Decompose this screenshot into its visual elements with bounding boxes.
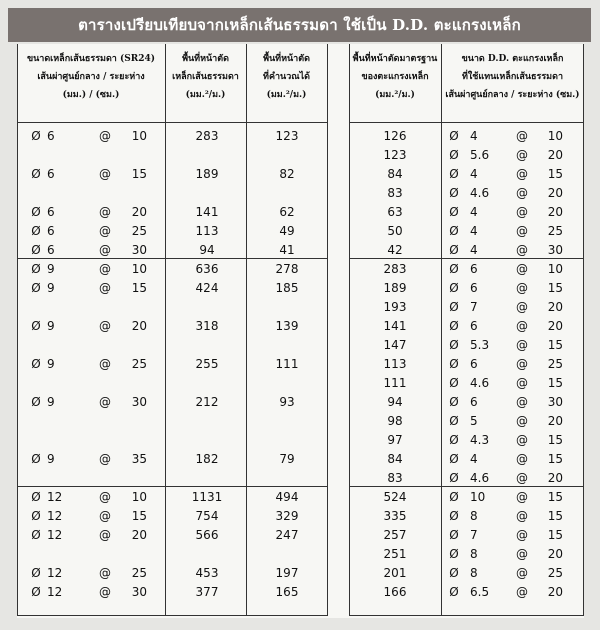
at-symbol: @ xyxy=(516,243,528,257)
standard-mesh-area: 126 xyxy=(383,129,407,143)
bar-diameter: 6 xyxy=(47,167,55,181)
grid-line-horizontal xyxy=(17,486,327,487)
diameter-symbol: Ø xyxy=(31,395,41,409)
mesh-diameter: 4 xyxy=(470,129,478,143)
grid-line-horizontal xyxy=(17,122,327,123)
standard-mesh-area: 83 xyxy=(387,471,403,485)
mesh-spacing: 15 xyxy=(547,528,563,542)
at-symbol: @ xyxy=(99,357,111,371)
mesh-spacing: 15 xyxy=(547,452,563,466)
calculated-area: 111 xyxy=(275,357,299,371)
bar-diameter: 12 xyxy=(47,528,63,542)
header-col2 xyxy=(167,50,244,114)
mesh-diameter: 8 xyxy=(470,566,478,580)
diameter-symbol: Ø xyxy=(449,509,459,523)
at-symbol: @ xyxy=(516,509,528,523)
diameter-symbol: Ø xyxy=(31,205,41,219)
bar-spacing: 20 xyxy=(131,319,147,333)
standard-mesh-area: 257 xyxy=(383,528,407,542)
mesh-spacing: 15 xyxy=(547,376,563,390)
at-symbol: @ xyxy=(99,262,111,276)
standard-mesh-area: 97 xyxy=(387,433,403,447)
standard-mesh-area: 113 xyxy=(383,357,407,371)
mesh-diameter: 6 xyxy=(470,281,478,295)
at-symbol: @ xyxy=(516,300,528,314)
mesh-spacing: 20 xyxy=(547,319,563,333)
mesh-diameter: 10 xyxy=(470,490,486,504)
at-symbol: @ xyxy=(516,490,528,504)
bar-spacing: 20 xyxy=(131,205,147,219)
standard-mesh-area: 147 xyxy=(383,338,407,352)
mesh-diameter: 6 xyxy=(470,395,478,409)
mesh-diameter: 8 xyxy=(470,509,478,523)
header-line: ของตะแกรงเหล็ก xyxy=(361,72,429,82)
steel-area: 113 xyxy=(195,224,219,238)
header-line: (มม.²/ม.) xyxy=(266,90,307,100)
diameter-symbol: Ø xyxy=(449,357,459,371)
mesh-diameter: 4 xyxy=(470,224,478,238)
standard-mesh-area: 123 xyxy=(383,148,407,162)
at-symbol: @ xyxy=(516,262,528,276)
steel-area: 212 xyxy=(195,395,219,409)
diameter-symbol: Ø xyxy=(31,129,41,143)
standard-mesh-area: 251 xyxy=(383,547,407,561)
diameter-symbol: Ø xyxy=(449,186,459,200)
calculated-area: 123 xyxy=(275,129,299,143)
grid-line-horizontal xyxy=(17,615,327,616)
at-symbol: @ xyxy=(99,490,111,504)
bar-diameter: 6 xyxy=(47,243,55,257)
header-line: เส้นผ่าศูนย์กลาง / ระยะห่าง xyxy=(37,72,145,82)
mesh-spacing: 15 xyxy=(547,509,563,523)
mesh-spacing: 30 xyxy=(547,243,563,257)
bar-diameter: 12 xyxy=(47,566,63,580)
bar-diameter: 9 xyxy=(47,357,55,371)
at-symbol: @ xyxy=(516,319,528,333)
mesh-spacing: 20 xyxy=(547,148,563,162)
standard-mesh-area: 98 xyxy=(387,414,403,428)
standard-mesh-area: 193 xyxy=(383,300,407,314)
at-symbol: @ xyxy=(99,224,111,238)
mesh-diameter: 4 xyxy=(470,243,478,257)
grid-line-horizontal xyxy=(349,615,584,616)
grid-line-vertical xyxy=(441,44,442,616)
calculated-area: 139 xyxy=(275,319,299,333)
calculated-area: 494 xyxy=(275,490,299,504)
bar-diameter: 9 xyxy=(47,262,55,276)
diameter-symbol: Ø xyxy=(31,490,41,504)
mesh-diameter: 8 xyxy=(470,547,478,561)
header-col1 xyxy=(19,50,163,114)
calculated-area: 49 xyxy=(279,224,295,238)
grid-line-vertical xyxy=(246,44,247,616)
diameter-symbol: Ø xyxy=(449,224,459,238)
standard-mesh-area: 42 xyxy=(387,243,403,257)
page-title: ตารางเปรียบเทียบจากเหล็กเส้นธรรมดา ใช้เป็น D.D. ตะแกรงเหล็ก xyxy=(8,8,591,42)
standard-mesh-area: 166 xyxy=(383,585,407,599)
at-symbol: @ xyxy=(516,357,528,371)
mesh-spacing: 10 xyxy=(547,129,563,143)
mesh-spacing: 15 xyxy=(547,338,563,352)
standard-mesh-area: 63 xyxy=(387,205,403,219)
mesh-diameter: 4.6 xyxy=(470,186,490,200)
bar-diameter: 12 xyxy=(47,585,63,599)
diameter-symbol: Ø xyxy=(449,376,459,390)
mesh-spacing: 20 xyxy=(547,186,563,200)
at-symbol: @ xyxy=(516,376,528,390)
calculated-area: 93 xyxy=(279,395,295,409)
calculated-area: 247 xyxy=(275,528,299,542)
bar-spacing: 35 xyxy=(131,452,147,466)
grid-line-vertical xyxy=(327,44,328,616)
at-symbol: @ xyxy=(516,167,528,181)
calculated-area: 278 xyxy=(275,262,299,276)
mesh-spacing: 15 xyxy=(547,490,563,504)
at-symbol: @ xyxy=(516,547,528,561)
standard-mesh-area: 141 xyxy=(383,319,407,333)
steel-area: 141 xyxy=(195,205,219,219)
at-symbol: @ xyxy=(516,566,528,580)
mesh-diameter: 7 xyxy=(470,300,478,314)
at-symbol: @ xyxy=(99,129,111,143)
bar-diameter: 9 xyxy=(47,319,55,333)
mesh-diameter: 4.3 xyxy=(470,433,490,447)
steel-area: 94 xyxy=(199,243,215,257)
bar-spacing: 30 xyxy=(131,395,147,409)
header-line: พื้นที่หน้าตัด xyxy=(263,54,310,64)
steel-area: 566 xyxy=(195,528,219,542)
standard-mesh-area: 335 xyxy=(383,509,407,523)
mesh-spacing: 10 xyxy=(547,262,563,276)
at-symbol: @ xyxy=(516,585,528,599)
at-symbol: @ xyxy=(516,205,528,219)
at-symbol: @ xyxy=(516,395,528,409)
at-symbol: @ xyxy=(516,433,528,447)
mesh-diameter: 7 xyxy=(470,528,478,542)
diameter-symbol: Ø xyxy=(449,528,459,542)
mesh-diameter: 6 xyxy=(470,262,478,276)
header-line: ขนาด D.D. ตะแกรงเหล็ก xyxy=(461,54,564,64)
at-symbol: @ xyxy=(99,319,111,333)
mesh-spacing: 25 xyxy=(547,566,563,580)
bar-diameter: 6 xyxy=(47,129,55,143)
mesh-spacing: 15 xyxy=(547,281,563,295)
steel-area: 255 xyxy=(195,357,219,371)
comparison-table xyxy=(17,44,584,618)
diameter-symbol: Ø xyxy=(449,414,459,428)
mesh-spacing: 25 xyxy=(547,357,563,371)
diameter-symbol: Ø xyxy=(449,547,459,561)
header-line: เหล็กเส้นธรรมดา xyxy=(172,72,239,82)
mesh-diameter: 6.5 xyxy=(470,585,490,599)
mesh-diameter: 6 xyxy=(470,357,478,371)
diameter-symbol: Ø xyxy=(31,243,41,257)
grid-line-vertical xyxy=(583,44,584,616)
bar-diameter: 9 xyxy=(47,395,55,409)
at-symbol: @ xyxy=(516,224,528,238)
bar-spacing: 30 xyxy=(131,243,147,257)
at-symbol: @ xyxy=(516,148,528,162)
at-symbol: @ xyxy=(99,243,111,257)
diameter-symbol: Ø xyxy=(449,129,459,143)
diameter-symbol: Ø xyxy=(449,300,459,314)
bar-spacing: 10 xyxy=(131,490,147,504)
at-symbol: @ xyxy=(99,566,111,580)
mesh-spacing: 25 xyxy=(547,224,563,238)
at-symbol: @ xyxy=(99,281,111,295)
header-col5 xyxy=(443,50,582,114)
mesh-diameter: 5.6 xyxy=(470,148,490,162)
diameter-symbol: Ø xyxy=(449,395,459,409)
header-col4 xyxy=(351,50,439,114)
calculated-area: 62 xyxy=(279,205,295,219)
diameter-symbol: Ø xyxy=(31,452,41,466)
standard-mesh-area: 84 xyxy=(387,167,403,181)
calculated-area: 329 xyxy=(275,509,299,523)
header-line: พื้นที่หน้าตัดมาตรฐาน xyxy=(352,54,438,64)
at-symbol: @ xyxy=(516,186,528,200)
diameter-symbol: Ø xyxy=(31,319,41,333)
at-symbol: @ xyxy=(516,471,528,485)
bar-diameter: 6 xyxy=(47,205,55,219)
bar-spacing: 15 xyxy=(131,167,147,181)
at-symbol: @ xyxy=(99,167,111,181)
bar-spacing: 25 xyxy=(131,357,147,371)
header-line: เส้นผ่าศูนย์กลาง / ระยะห่าง (ซม.) xyxy=(445,90,580,100)
diameter-symbol: Ø xyxy=(449,490,459,504)
diameter-symbol: Ø xyxy=(449,205,459,219)
header-line: ที่คำนวณได้ xyxy=(263,72,310,82)
diameter-symbol: Ø xyxy=(449,585,459,599)
diameter-symbol: Ø xyxy=(449,452,459,466)
mesh-spacing: 30 xyxy=(547,395,563,409)
mesh-diameter: 4 xyxy=(470,167,478,181)
mesh-diameter: 6 xyxy=(470,319,478,333)
diameter-symbol: Ø xyxy=(449,281,459,295)
grid-line-vertical xyxy=(349,44,350,616)
diameter-symbol: Ø xyxy=(31,528,41,542)
steel-area: 182 xyxy=(195,452,219,466)
calculated-area: 185 xyxy=(275,281,299,295)
mesh-spacing: 15 xyxy=(547,167,563,181)
diameter-symbol: Ø xyxy=(449,433,459,447)
at-symbol: @ xyxy=(99,528,111,542)
standard-mesh-area: 83 xyxy=(387,186,403,200)
mesh-diameter: 4 xyxy=(470,205,478,219)
bar-spacing: 15 xyxy=(131,509,147,523)
steel-area: 1131 xyxy=(191,490,223,504)
bar-diameter: 9 xyxy=(47,452,55,466)
standard-mesh-area: 111 xyxy=(383,376,407,390)
steel-area: 424 xyxy=(195,281,219,295)
mesh-spacing: 20 xyxy=(547,585,563,599)
calculated-area: 197 xyxy=(275,566,299,580)
diameter-symbol: Ø xyxy=(31,281,41,295)
at-symbol: @ xyxy=(99,509,111,523)
calculated-area: 165 xyxy=(275,585,299,599)
diameter-symbol: Ø xyxy=(449,338,459,352)
mesh-spacing: 20 xyxy=(547,414,563,428)
mesh-spacing: 15 xyxy=(547,433,563,447)
standard-mesh-area: 84 xyxy=(387,452,403,466)
at-symbol: @ xyxy=(516,129,528,143)
header-line: พื้นที่หน้าตัด xyxy=(182,54,229,64)
at-symbol: @ xyxy=(516,452,528,466)
at-symbol: @ xyxy=(516,414,528,428)
header-line: (มม.) / (ซม.) xyxy=(62,90,120,100)
at-symbol: @ xyxy=(99,585,111,599)
diameter-symbol: Ø xyxy=(31,509,41,523)
diameter-symbol: Ø xyxy=(31,224,41,238)
mesh-diameter: 4.6 xyxy=(470,471,490,485)
standard-mesh-area: 94 xyxy=(387,395,403,409)
mesh-spacing: 20 xyxy=(547,300,563,314)
standard-mesh-area: 524 xyxy=(383,490,407,504)
bar-diameter: 12 xyxy=(47,490,63,504)
mesh-diameter: 5.3 xyxy=(470,338,490,352)
at-symbol: @ xyxy=(516,338,528,352)
at-symbol: @ xyxy=(516,281,528,295)
at-symbol: @ xyxy=(516,528,528,542)
bar-spacing: 20 xyxy=(131,528,147,542)
bar-diameter: 12 xyxy=(47,509,63,523)
diameter-symbol: Ø xyxy=(31,585,41,599)
bar-spacing: 10 xyxy=(131,262,147,276)
steel-area: 754 xyxy=(195,509,219,523)
bar-spacing: 25 xyxy=(131,224,147,238)
diameter-symbol: Ø xyxy=(449,566,459,580)
bar-spacing: 25 xyxy=(131,566,147,580)
diameter-symbol: Ø xyxy=(449,262,459,276)
grid-line-vertical xyxy=(165,44,166,616)
diameter-symbol: Ø xyxy=(449,243,459,257)
header-line: (มม.²/ม.) xyxy=(375,90,415,100)
standard-mesh-area: 189 xyxy=(383,281,407,295)
mesh-spacing: 20 xyxy=(547,547,563,561)
steel-area: 453 xyxy=(195,566,219,580)
steel-area: 318 xyxy=(195,319,219,333)
at-symbol: @ xyxy=(99,452,111,466)
diameter-symbol: Ø xyxy=(31,566,41,580)
bar-diameter: 9 xyxy=(47,281,55,295)
steel-area: 377 xyxy=(195,585,219,599)
calculated-area: 79 xyxy=(279,452,295,466)
header-line: (มม.²/ม.) xyxy=(185,90,226,100)
diameter-symbol: Ø xyxy=(31,167,41,181)
mesh-diameter: 4.6 xyxy=(470,376,490,390)
mesh-spacing: 20 xyxy=(547,205,563,219)
at-symbol: @ xyxy=(99,395,111,409)
bar-spacing: 30 xyxy=(131,585,147,599)
diameter-symbol: Ø xyxy=(449,148,459,162)
at-symbol: @ xyxy=(99,205,111,219)
grid-line-vertical xyxy=(17,44,18,616)
steel-area: 283 xyxy=(195,129,219,143)
grid-line-horizontal xyxy=(349,122,584,123)
bar-spacing: 10 xyxy=(131,129,147,143)
diameter-symbol: Ø xyxy=(31,357,41,371)
diameter-symbol: Ø xyxy=(449,319,459,333)
standard-mesh-area: 283 xyxy=(383,262,407,276)
mesh-diameter: 4 xyxy=(470,452,478,466)
steel-area: 636 xyxy=(195,262,219,276)
header-line: ที่ใช้แทนเหล็กเส้นธรรมดา xyxy=(461,72,563,82)
calculated-area: 82 xyxy=(279,167,295,181)
bar-diameter: 6 xyxy=(47,224,55,238)
mesh-spacing: 20 xyxy=(547,471,563,485)
diameter-symbol: Ø xyxy=(449,167,459,181)
standard-mesh-area: 201 xyxy=(383,566,407,580)
mesh-diameter: 5 xyxy=(470,414,478,428)
bar-spacing: 15 xyxy=(131,281,147,295)
standard-mesh-area: 50 xyxy=(387,224,403,238)
header-col3 xyxy=(248,50,325,114)
calculated-area: 41 xyxy=(279,243,295,257)
steel-area: 189 xyxy=(195,167,219,181)
diameter-symbol: Ø xyxy=(449,471,459,485)
diameter-symbol: Ø xyxy=(31,262,41,276)
header-line: ขนาดเหล็กเส้นธรรมดา (SR24) xyxy=(26,54,156,64)
